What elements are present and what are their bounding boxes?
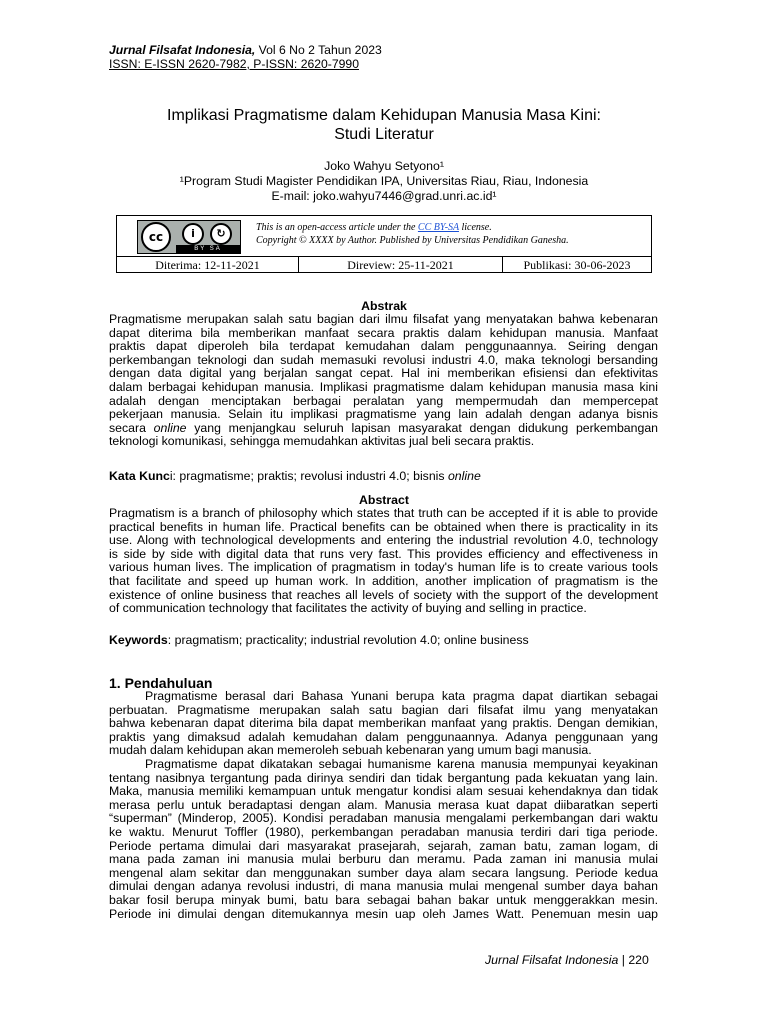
share-alike-icon: ↻ <box>210 223 232 245</box>
by-person-icon: i <box>182 223 204 245</box>
text-line: is side by side with digital data that runs very fast. This provides efficiency and effectiveness in <box>109 546 658 561</box>
cc-by-sa-logo <box>137 220 241 254</box>
text-line: tentang nasibnya tergantung pada dirinya sendiri dan tidak bergantung pada kekuatan yang lain. <box>109 770 658 785</box>
text-line: of communication technology that facilitates the activity of buying and selling in practice. <box>109 601 587 616</box>
kata-kunci <box>109 469 481 483</box>
date-reviewed: Direview: 25-11-2021 <box>299 257 503 273</box>
text-line: mengenal alam sekitar dan menggunakan sumber daya alam secara langsung. Periode kedua <box>109 865 658 880</box>
text-line: Pragmatisme merupakan salah satu bagian dari ilmu filsafat yang menyatakan bahwa kebenaran <box>109 312 658 326</box>
text-line: Pragmatisme dapat dikatakan sebagai humanisme karena manusia mempunyai keyakinan <box>145 756 658 771</box>
section-heading-pendahuluan: 1. Pendahuluan <box>109 675 213 691</box>
text-line: dimulai dengan adanya revolusi industri, di mana manusia mulai mengenal sumber daya bahan <box>109 879 658 894</box>
kata-kunci-label: Kata Kunc <box>109 469 170 483</box>
text-line: Pragmatism is a branch of philosophy which states that truth can be accepted if it is able to provide <box>109 506 658 520</box>
text-line: perbuatan. Pragmatisme merupakan salah satu bagian dari filsafat ilmu yang menyatakan <box>109 702 658 717</box>
text-line: adalah dengan menciptakan berbagai peralatan yang mempermudah dan mempercepat <box>109 393 658 408</box>
license-text-before: This is an open-access article under the <box>256 222 418 233</box>
abstrak-paragraph <box>109 313 658 449</box>
text-line: pekerjaan manusia. Selain itu implikasi pragmatisme yang lain adalah dengan adanya bisnis <box>109 407 658 422</box>
author-email: E-mail: joko.wahyu7446@grad.unri.ac.id¹ <box>271 189 497 203</box>
text-line: perkembangan teknologi dan sudah memasuki revolusi industri 4.0, maka teknologi bersanding <box>109 352 658 367</box>
text-line: praktis yang dimaksud adalah kemudahan dalam penggunaannya. Adanya penggunaan yang <box>109 729 658 744</box>
text-line: dalam berbagai kehidupan manusia. Implikasi pragmatisme dalam kehidupan manusia masa kini <box>109 379 658 394</box>
abstract-heading: Abstract <box>359 493 409 507</box>
license-box <box>116 215 652 273</box>
text-line: dapat diterima bila memberikan manfaat secara praktis dalam kehidupan manusia. Manfaat <box>109 325 658 340</box>
journal-volume: Vol 6 No 2 Tahun 2023 <box>255 43 382 57</box>
license-statement <box>256 221 569 234</box>
text-line: Pragmatisme berasal dari Bahasa Yunani berupa kata pragma dapat diartikan sebagai <box>145 689 658 703</box>
text-line: secara online yang menjangkau seluruh lapisan masyarakat dengan didukung perkembangan <box>109 420 659 435</box>
kata-kunci-italic: online <box>447 469 481 483</box>
copyright-line: Copyright © XXXX by Author. Published by Universitas Pendidikan Ganesha. <box>256 235 569 246</box>
abstract-paragraph <box>109 507 658 616</box>
page-footer <box>485 953 649 967</box>
text-line: merasa perlu untuk beradaptasi dengan alam. Manusia merasa kuat dapat diibaratkan seperti <box>109 797 658 812</box>
paper-title-line2: Studi Literatur <box>334 126 434 143</box>
kata-kunci-text: i: pragmatisme; praktis; revolusi industri 4.0; bisnis <box>169 469 448 483</box>
journal-name: Jurnal Filsafat Indonesia, <box>109 43 256 57</box>
text-line: teknologi komunikasi, sehingga memudahkan aktivitas jual beli secara praktis. <box>109 434 535 449</box>
author-affiliation: ¹Program Studi Magister Pendidikan IPA, Universitas Riau, Riau, Indonesia <box>179 174 589 188</box>
text-line: mudah dalam kehidupan akan memeroleh sebuah kebenaran yang umum bagi manusia. <box>109 743 592 758</box>
keywords-label: Keywords <box>109 633 168 647</box>
text-line: bahwa kebenaran dapat diterima bila dapat memberikan manfaat yang praktis. Dengan demikian, <box>109 716 658 731</box>
author-name: Joko Wahyu Setyono¹ <box>324 159 444 173</box>
text-line: existence of online business that reaches all levels of society with the support of the development <box>109 587 658 602</box>
text-line: use. Along with technological developments and entering the industrial revolution 4.0, technology <box>109 533 658 548</box>
cc-by-sa-link[interactable]: CC BY-SA <box>417 222 459 233</box>
cc-icon: cc <box>141 222 171 252</box>
license-text <box>256 221 569 247</box>
license-text-after: license. <box>458 222 492 233</box>
text-line: dengan data digital yang berjalan sangat cepat. Hal ini memberikan efisiensi dan efektivitas <box>109 366 658 381</box>
text-line: that facilitate and speed up human work. In addition, another implication of pragmatism is the <box>109 573 658 588</box>
date-received: Diterima: 12-11-2021 <box>117 257 299 273</box>
footer-page: | 220 <box>618 953 649 967</box>
keywords-text: : pragmatism; practicality; industrial revolution 4.0; online business <box>167 633 529 647</box>
cc-logo-bar: BY SA <box>176 245 240 253</box>
date-published: Publikasi: 30-06-2023 <box>523 258 631 272</box>
text-line: Periode pertama dimulai dari masyarakat prasejarah, sejarah, zaman batu, zaman logam, di <box>109 838 658 853</box>
paper-title-line1: Implikasi Pragmatisme dalam Kehidupan Manusia Masa Kini: <box>167 107 601 124</box>
text-line: practical benefits in human life. Practical benefits can be obtained when there is practicality in its <box>109 519 658 534</box>
text-line: various human lives. The implication of pragmatism in today's human life is to create various tools <box>109 560 658 575</box>
text-line: “superman” (Minderop, 2005). Kondisi peradaban manusia mengalami perkembangan dari waktu <box>109 811 658 826</box>
text-line: Periode ini dimulai dengan ditemukannya mesin uap oleh James Watt. Penemuan mesin uap <box>109 906 658 921</box>
text-line: bakar fosil berupa minyak bumi, batu bara sebagai bahan bakar untuk menggerakkan mesin. <box>109 892 658 907</box>
journal-header <box>109 43 382 57</box>
section1-body <box>109 690 658 921</box>
issn-line[interactable]: ISSN: E-ISSN 2620-7982, P-ISSN: 2620-7990 <box>109 57 359 71</box>
text-line: praktis dapat diperoleh bila terdapat kemudahan dalam penggunaannya. Seiring dengan <box>109 339 658 354</box>
text-line: Maka, manusia memiliki kemampuan untuk mengatur kondisi alam sesuai kehendaknya dan tidak <box>109 784 658 799</box>
text-line: mana pada zaman ini manusia mulai berburu dan meramu. Pada zaman ini manusia mulai <box>109 852 658 867</box>
license-row <box>117 216 651 257</box>
text-line: ke waktu. Menurut Toffler (1980), perkembangan peradaban manusia terdiri dari tiga periode. <box>109 824 658 839</box>
abstrak-heading: Abstrak <box>361 299 407 313</box>
keywords <box>109 633 529 647</box>
footer-journal: Jurnal Filsafat Indonesia <box>485 953 619 967</box>
